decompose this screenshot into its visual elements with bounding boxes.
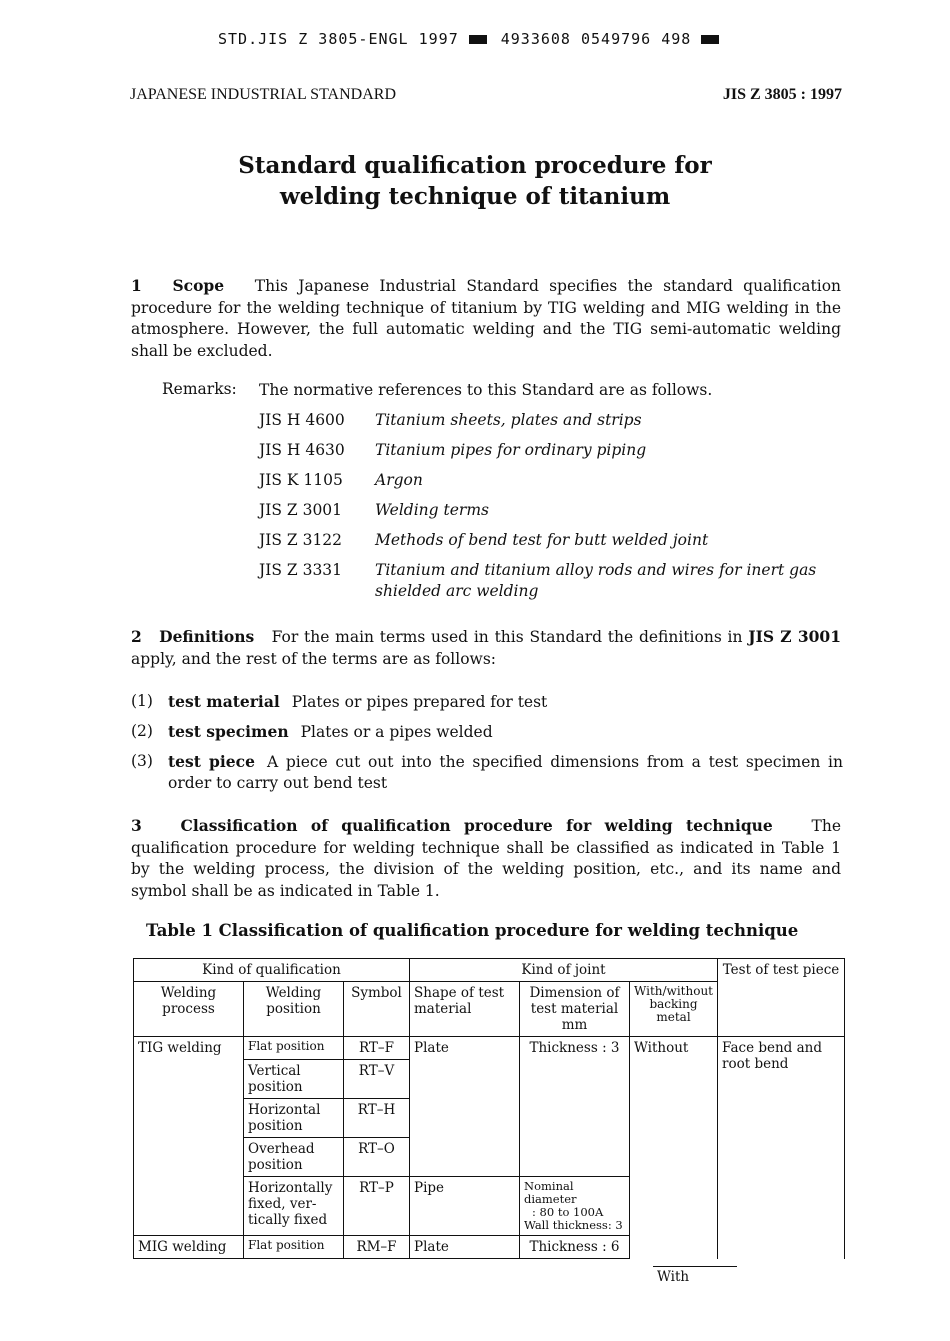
barcode-block: [701, 35, 719, 44]
reference-item: [259, 530, 859, 551]
cell-position: Horizontal position: [244, 1099, 344, 1138]
reference-title: Welding terms: [375, 501, 489, 519]
item-number: (2): [131, 722, 153, 740]
standard-label: JAPANESE INDUSTRIAL STANDARD: [130, 86, 396, 103]
section-text: This Japanese Industrial Standard specifies the standard qualification procedure for the welding technique of titanium by TIG welding and MIG welding in the atmosphere. However, the full automatic welding and the TIG semi-automatic welding shall be excluded.: [131, 277, 842, 360]
reference-title: Methods of bend test for butt welded joint: [375, 531, 709, 549]
header-welding-position: Welding position: [244, 982, 344, 1037]
reference-code: JIS Z 3001: [259, 501, 343, 519]
reference-title: Argon: [375, 471, 423, 489]
title-line-1: Standard qualification procedure for: [238, 152, 712, 179]
cell-position: Vertical position: [244, 1060, 344, 1099]
definition-list: [131, 691, 843, 802]
section-number: 1: [131, 276, 142, 295]
section-text: The qualification procedure for welding technique shall be classified as indicated in Table 1 by the welding process, the division of the welding position, etc., and its name and symbol shall be as indicated in Table 1.: [131, 817, 841, 900]
header-welding-process: Welding process: [134, 982, 244, 1037]
item-term: test piece: [168, 752, 255, 771]
reference-list: [259, 380, 859, 611]
table-caption: Table 1 Classification of qualification procedure for welding technique: [146, 921, 799, 940]
section-heading: Classification of qualification procedure for welding technique: [180, 816, 773, 835]
reference-code: JIS H 4630: [259, 441, 345, 459]
cell-position: Overhead position: [244, 1138, 344, 1177]
cell-position: Flat position: [244, 1236, 344, 1259]
table-header-row: [134, 959, 845, 982]
item-term: test specimen: [168, 722, 289, 741]
item-number: (3): [131, 752, 153, 770]
cell-process: TIG welding: [134, 1037, 244, 1236]
cell-dimension: [520, 1177, 630, 1236]
header-shape: Shape of test material: [410, 982, 520, 1037]
title-line-2: welding technique of titanium: [279, 183, 671, 210]
cell-backing-mig: With: [653, 1266, 737, 1285]
cell-dimension: Thickness : 3: [520, 1037, 630, 1177]
cell-symbol: RT–H: [344, 1099, 410, 1138]
section-heading: Definitions: [159, 627, 255, 646]
cell-symbol: RM–F: [344, 1236, 410, 1259]
section-text: For the main terms used in this Standard the definitions in: [271, 628, 743, 646]
cell-symbol: RT–V: [344, 1060, 410, 1099]
reference-title: Titanium pipes for ordinary piping: [375, 441, 647, 459]
classification-table: [133, 958, 845, 1259]
cell-shape: Pipe: [410, 1177, 520, 1236]
header-dimension: Dimension of test material mm: [520, 982, 630, 1037]
cell-test: Face bend and root bend: [718, 1037, 845, 1259]
item-definition: Plates or pipes prepared for test: [291, 693, 548, 711]
cell-symbol: RT–F: [344, 1037, 410, 1060]
reference-code: JIS K 1105: [259, 471, 343, 489]
cell-shape: Plate: [410, 1236, 520, 1259]
cell-process: MIG welding: [134, 1236, 244, 1259]
list-item: [131, 721, 843, 743]
reference-item: [259, 440, 859, 461]
section-number: 2: [131, 627, 142, 646]
cell-symbol: RT–P: [344, 1177, 410, 1236]
header-backing: With/without backing metal: [630, 982, 718, 1037]
section-heading: Scope: [172, 276, 225, 295]
reference-code: JIS H 4600: [259, 411, 345, 429]
scan-header: [218, 30, 719, 48]
standard-number: JIS Z 3805 : 1997: [722, 86, 842, 103]
cell-backing: Without: [630, 1037, 718, 1259]
list-item: [131, 691, 843, 713]
header-test-piece: Test of test piece: [718, 959, 845, 1037]
section-definitions: [131, 626, 841, 670]
cell-shape: Plate: [410, 1037, 520, 1177]
list-item: [131, 751, 843, 794]
cell-position: Horizontally fixed, ver-tically fixed: [244, 1177, 344, 1236]
reference-code: JIS Z 3331: [259, 561, 343, 579]
barcode-block: [469, 35, 487, 44]
pipe-dim-line: Nominal diameter: [524, 1179, 577, 1206]
cell-symbol: RT–O: [344, 1138, 410, 1177]
reference-item: [259, 560, 859, 602]
reference-title: Titanium and titanium alloy rods and wires for inert gas shielded arc welding: [375, 561, 817, 600]
item-definition: A piece cut out into the specified dimensions from a test specimen in order to carry out bend test: [168, 753, 843, 792]
item-number: (1): [131, 692, 153, 710]
item-definition: Plates or a pipes welded: [300, 723, 493, 741]
header-symbol: Symbol: [344, 982, 410, 1037]
item-term: test material: [168, 692, 280, 711]
section-scope: [131, 275, 841, 362]
scan-code-3: 498: [661, 30, 692, 48]
table-row: [134, 1037, 845, 1060]
reference-item: [259, 470, 859, 491]
page-title: [0, 150, 950, 212]
remarks-intro: [259, 380, 859, 401]
section-number: 3: [131, 816, 142, 835]
header-kind-qualification: Kind of qualification: [134, 959, 410, 982]
section-text: apply, and the rest of the terms are as follows:: [131, 649, 496, 668]
pipe-dim-line: Wall thickness: 3: [524, 1218, 623, 1232]
definition-reference: JIS Z 3001: [748, 627, 841, 646]
cell-position: Flat position: [244, 1037, 344, 1060]
scan-code-1: 4933608: [500, 30, 571, 48]
reference-code: JIS Z 3122: [259, 531, 343, 549]
reference-item: [259, 410, 859, 431]
remarks-intro-text: The normative references to this Standard are as follows.: [259, 381, 713, 399]
reference-item: [259, 500, 859, 521]
header-kind-joint: Kind of joint: [410, 959, 718, 982]
section-classification: [131, 815, 841, 902]
cell-dimension: Thickness : 6: [520, 1236, 630, 1259]
scan-header-left: STD.JIS Z 3805-ENGL 1997: [218, 30, 459, 48]
reference-title: Titanium sheets, plates and strips: [375, 411, 642, 429]
pipe-dim-line: : 80 to 100A: [532, 1205, 604, 1219]
scan-code-2: 0549796: [581, 30, 652, 48]
remarks-label: Remarks:: [162, 380, 237, 398]
